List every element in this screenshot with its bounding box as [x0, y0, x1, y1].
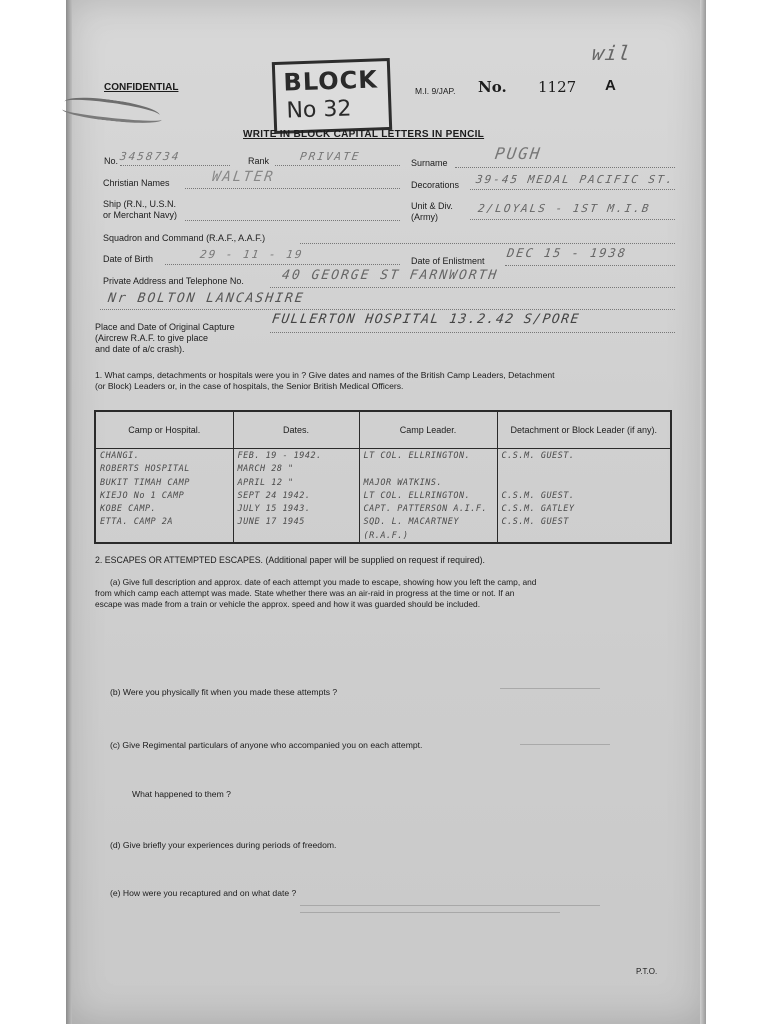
form-number: 1127 [538, 78, 577, 96]
question-2d: (d) Give briefly your experiences during periods of freedom. [110, 840, 337, 850]
table-cell: (R.A.F.) [359, 529, 497, 543]
unit-value: 2/LOYALS - 1ST M.I.B [477, 202, 652, 215]
table-cell: KOBE CAMP. [95, 502, 233, 515]
christian-names-label: Christian Names [103, 178, 170, 188]
table-row [95, 502, 671, 515]
table-row [95, 529, 671, 543]
table-cell [359, 462, 497, 475]
question-2b: (b) Were you physically fit when you made these attempts ? [110, 687, 338, 697]
address-value-line-2: Nr BOLTON LANCASHIRE [106, 291, 306, 306]
capture-value: FULLERTON HOSPITAL 13.2.42 S/PORE [270, 312, 581, 327]
table-cell: CHANGI. [95, 449, 233, 463]
table-cell: SEPT 24 1942. [233, 489, 359, 502]
table-row [95, 515, 671, 528]
capture-label-2: (Aircrew R.A.F. to give place [95, 333, 209, 343]
decorations-label: Decorations [411, 180, 460, 190]
confidential-label: CONFIDENTIAL [104, 82, 179, 93]
table-cell: JULY 15 1943. [233, 502, 359, 515]
table-row [95, 489, 671, 502]
camp-table-header-row [95, 411, 671, 449]
camp-table [94, 410, 672, 544]
unit-label-1: Unit & Div. [411, 201, 453, 211]
block-stamp [272, 58, 392, 134]
address-value-line-1: 40 GEORGE ST FARNWORTH [280, 268, 500, 283]
squadron-label: Squadron and Command (R.A.F., A.A.F.) [103, 233, 266, 243]
stamp-line-1: BLOCK [283, 65, 379, 97]
table-cell [497, 476, 671, 489]
no-value: 3458734 [119, 150, 182, 163]
table-cell: SQD. L. MACARTNEY [359, 515, 497, 528]
table-cell: C.S.M. GUEST. [497, 489, 671, 502]
instruction-heading: WRITE IN BLOCK CAPITAL LETTERS IN PENCIL [243, 129, 485, 140]
column-header-camp: Camp or Hospital. [95, 411, 233, 449]
form-suffix: A [605, 77, 616, 94]
capture-label-1: Place and Date of Original Capture [95, 322, 235, 332]
column-header-dates: Dates. [233, 411, 359, 449]
table-cell: MAJOR WATKINS. [359, 476, 497, 489]
table-row [95, 462, 671, 475]
rank-value: PRIVATE [299, 150, 362, 163]
column-header-camp-leader: Camp Leader. [359, 411, 497, 449]
address-label: Private Address and Telephone No. [103, 276, 244, 286]
question-2a-line-2: from which camp each attempt was made. State whether there was an air-raid in progress at the time or not. If an [95, 588, 515, 598]
table-cell: CAPT. PATTERSON A.I.F. [359, 502, 497, 515]
table-cell: C.S.M. GATLEY [497, 502, 671, 515]
table-cell [233, 529, 359, 543]
no-label: No. [104, 156, 119, 166]
stamp-line-2: No 32 [286, 96, 352, 124]
table-cell: C.S.M. GUEST. [497, 449, 671, 463]
table-cell: LT COL. ELLRINGTON. [359, 489, 497, 502]
table-cell: FEB. 19 - 1942. [233, 449, 359, 463]
table-cell: MARCH 28 " [233, 462, 359, 475]
ship-label-1: Ship (R.N., U.S.N. [103, 199, 177, 209]
table-row [95, 449, 671, 463]
please-turn-over: P.T.O. [636, 967, 658, 976]
number-label: No. [478, 78, 507, 96]
question-2-title: 2. ESCAPES OR ATTEMPTED ESCAPES. (Additional paper will be supplied on request if required). [95, 555, 486, 565]
decorations-value: 39-45 MEDAL PACIFIC ST. [475, 173, 676, 186]
table-cell [497, 462, 671, 475]
enlistment-label: Date of Enlistment [411, 256, 485, 266]
question-2e: (e) How were you recaptured and on what date ? [110, 888, 297, 898]
dob-label: Date of Birth [103, 254, 154, 264]
column-header-detachment-leader: Detachment or Block Leader (if any). [497, 411, 671, 449]
table-cell: C.S.M. GUEST [497, 515, 671, 528]
table-cell: ETTA. CAMP 2A [95, 515, 233, 528]
table-cell: ROBERTS HOSPITAL [95, 462, 233, 475]
table-cell: BUKIT TIMAH CAMP [95, 476, 233, 489]
surname-value: PUGH [493, 144, 543, 163]
dob-value: 29 - 11 - 19 [199, 248, 305, 261]
question-2c-followup: What happened to them ? [132, 789, 231, 799]
question-1-line-2: (or Block) Leaders or, in the case of hospitals, the Senior British Medical Officers. [95, 381, 404, 391]
table-cell: JUNE 17 1945 [233, 515, 359, 528]
table-cell: KIEJO No 1 CAMP [95, 489, 233, 502]
enlistment-value: DEC 15 - 1938 [506, 246, 628, 260]
table-cell [497, 529, 671, 543]
unit-label-2: (Army) [411, 212, 438, 222]
page-edge [700, 0, 706, 1024]
capture-label-3: and date of a/c crash). [95, 344, 185, 354]
surname-label: Surname [411, 158, 448, 168]
christian-names-value: WALTER [210, 169, 276, 185]
question-2a-line-1: (a) Give full description and approx. date of each attempt you made to escape, showing how you left the camp, and [110, 577, 537, 587]
table-cell: APRIL 12 " [233, 476, 359, 489]
corner-note: wil [590, 41, 633, 65]
mi-reference: M.I. 9/JAP. [415, 86, 456, 96]
table-cell: LT COL. ELLRINGTON. [359, 449, 497, 463]
table-cell [95, 529, 233, 543]
rank-label: Rank [248, 156, 270, 166]
question-1-line-1: 1. What camps, detachments or hospitals were you in ? Give dates and names of the British Camp Leaders, Detachment [95, 370, 555, 380]
question-2c: (c) Give Regimental particulars of anyone who accompanied you on each attempt. [110, 740, 423, 750]
ship-label-2: or Merchant Navy) [103, 210, 178, 220]
table-row [95, 476, 671, 489]
question-2a-line-3: escape was made from a train or vehicle the approx. speed and how it was guarded should be included. [95, 599, 481, 609]
